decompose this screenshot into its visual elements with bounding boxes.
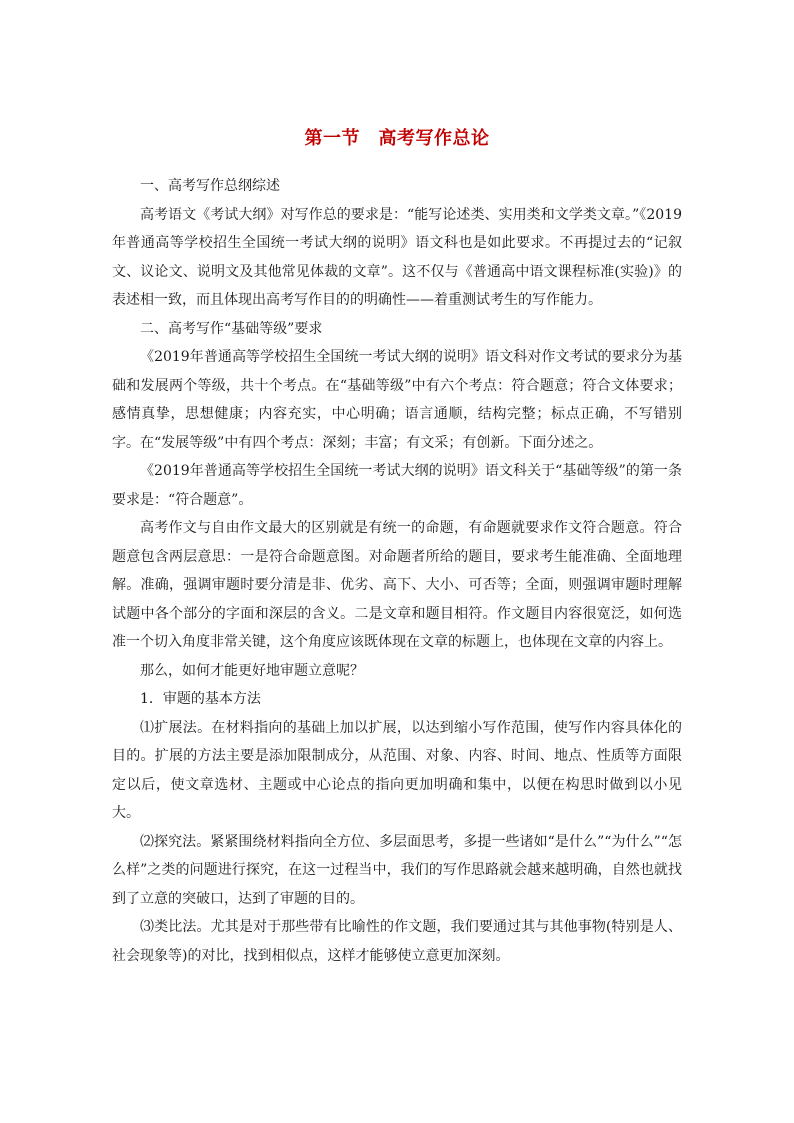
document-body [112,172,682,970]
body-paragraph: 高考语文《考试大纲》对写作总的要求是：“能写论述类、实用类和文学类文章。”《2019年普通高等学校招生全国统一考试大纲的说明》语文科也是如此要求。不再提过去的“记叙文、议论文、说明文及其他常见体裁的文章”。这不仅与《普通高中语文课程标准(实验)》的表述相一致，而且体现出高考写作目的的明确性——着重测试考生的写作能力。 [112,206,682,308]
body-paragraph: 《2019年普通高等学校招生全国统一考试大纲的说明》语文科对作文考试的要求分为基础和发展两个等级，共十个考点。在“基础等级”中有六个考点：符合题意；符合文体要求；感情真挚，思想健康；内容充实，中心明确；语言通顺，结构完整；标点正确，不写错别字。在“发展等级”中有四个考点：深刻；丰富；有文采；有创新。下面分述之。 [112,349,682,451]
body-paragraph: ⑵探究法。紧紧围绕材料指向全方位、多层面思考，多提一些诸如“是什么”“为什么”“怎么样”之类的问题进行探究，在这一过程当中，我们的写作思路就会越来越明确，自然也就找到了立意的突破口，达到了审题的目的。 [112,833,682,907]
section-heading: 一、高考写作总纲综述 [140,178,280,194]
body-paragraph: 《2019年普通高等学校招生全国统一考试大纲的说明》语文科关于“基础等级”的第一条要求是：“符合题意”。 [112,463,682,508]
subsection-heading: 1．审题的基本方法 [140,691,261,707]
body-paragraph: ⑴扩展法。在材料指向的基础上加以扩展，以达到缩小写作范围，使写作内容具体化的目的。扩展的方法主要是添加限制成分，从范围、对象、内容、时间、地点、性质等方面限定以后，使文章选材、主题或中心论点的指向更加明确和集中，以便在构思时做到以小见大。 [112,719,682,821]
page-title: 第一节 高考写作总论 [304,128,490,149]
section-heading: 二、高考写作“基础等级”要求 [140,320,323,337]
body-paragraph: 高考作文与自由作文最大的区别就是有统一的命题，有命题就要求作文符合题意。符合题意包含两层意思：一是符合命题意图。对命题者所给的题目，要求考生能准确、全面地理解。准确，强调审题时要分清是非、优劣、高下、大小、可否等；全面，则强调审题时理解试题中各个部分的字面和深层的含义。二是文章和题目相符。作文题目内容很宽泛，如何选准一个切入角度非常关键，这个角度应该既体现在文章的标题上，也体现在文章的内容上。 [112,520,682,650]
body-paragraph: ⑶类比法。尤其是对于那些带有比喻性的作文题，我们要通过其与其他事物(特别是人、社会现象等)的对比，找到相似点，这样才能够使立意更加深刻。 [112,919,682,964]
body-paragraph: 那么，如何才能更好地审题立意呢？ [140,662,364,679]
